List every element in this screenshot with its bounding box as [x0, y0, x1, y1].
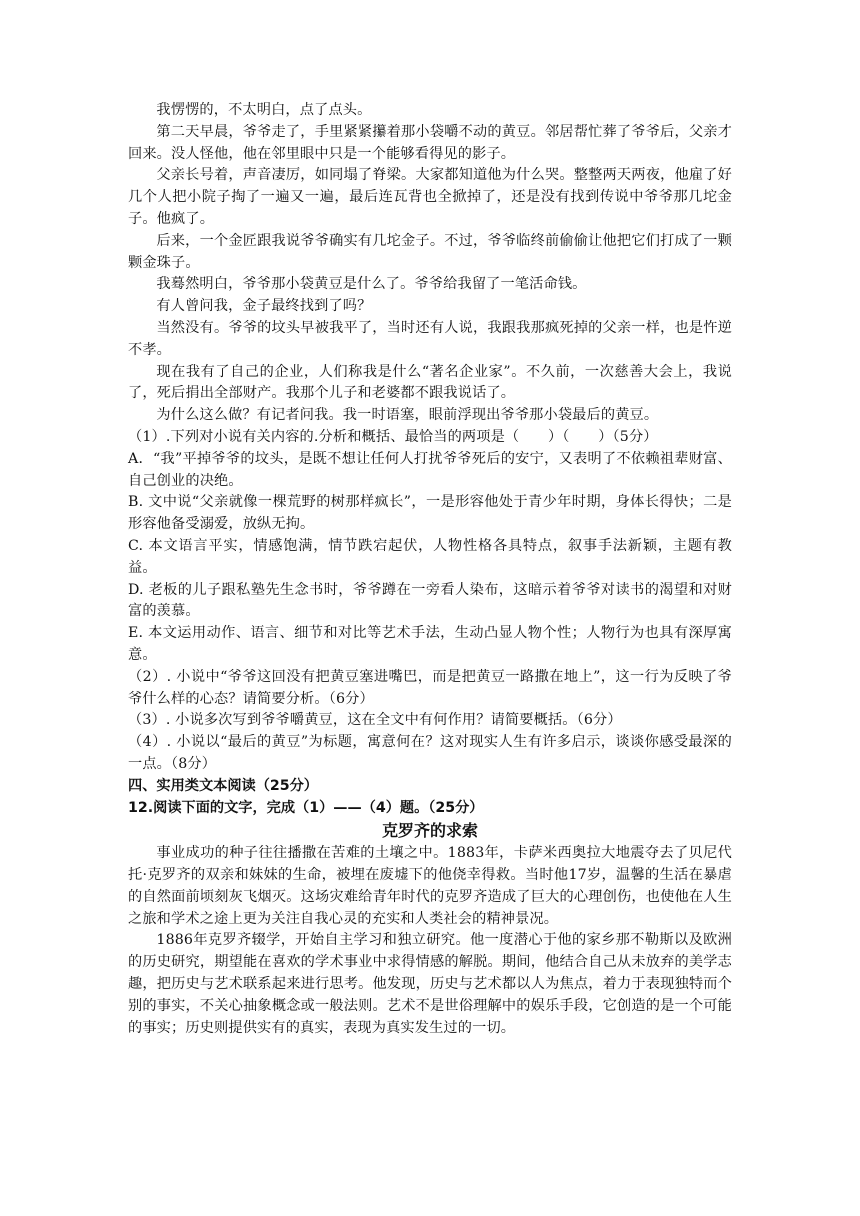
section-four [128, 776, 732, 1040]
article-paragraph: 事业成功的种子往往播撒在苦难的土壤之中。1883年，卡萨米西奥拉大地震夺去了贝尼代托·克罗齐的双亲和妹妹的生命，被埋在废墟下的他侥幸得救。当时他17岁，温馨的生活在暴虐的自然面前顷刻灰飞烟灭。这场灾难给青年时代的克罗齐造成了巨大的心理创伤，也使他在人生之旅和学术之途上更为关注自我心灵的充实和人类社会的精神景况。 [128, 845, 732, 927]
story-paragraph: 我蓦然明白，爷爷那小袋黄豆是什么了。爷爷给我留了一笔活命钱。 [156, 276, 587, 293]
question-1-option-a: A．“我”平掉爷爷的坟头，是既不想让任何人打扰爷爷死后的安宁，又表明了不依赖祖辈财富、自己创业的决绝。 [128, 450, 732, 489]
story-paragraph: 为什么这么做？有记者问我。我一时语塞，眼前浮现出爷爷那小袋最后的黄豆。 [156, 407, 659, 424]
story-paragraph: 有人曾问我，金子最终找到了吗？ [156, 298, 372, 315]
story-paragraph: 第二天早晨，爷爷走了，手里紧紧攥着那小袋嚼不动的黄豆。邻居帮忙葬了爷爷后，父亲才回来。没人怪他，他在邻里眼中只是一个能够看得见的影子。 [128, 123, 732, 162]
article-title: 克罗齐的求索 [381, 821, 478, 841]
question-3: （3）. 小说多次写到爷爷嚼黄豆，这在全文中有何作用？请简要概括。（6分） [128, 712, 622, 729]
question-2: （2）. 小说中“爷爷这回没有把黄豆塞进嘴巴，而是把黄豆一路撒在地上”，这一行为反映了爷爷什么样的心态？请简要分析。（6分） [128, 668, 732, 707]
section-heading: 四、实用类文本阅读（25分） [128, 777, 318, 794]
article-paragraph: 1886年克罗齐辍学，开始自主学习和独立研究。他一度潜心于他的家乡那不勒斯以及欧洲的历史研究，期望能在喜欢的学术事业中求得情感的解脱。期间，他结合自己从未放弃的美学志趣，把历史与艺术联系起来进行思考。他发现，历史与艺术都以人为焦点，着力于表现独特而个别的事实，不关心抽象概念或一般法则。艺术不是世俗理解中的娱乐手段，它创造的是一个可能的事实；历史则提供实有的真实，表现为真实发生过的一切。 [128, 932, 732, 1036]
story-paragraph: 父亲长号着，声音凄厉，如同塌了脊梁。大家都知道他为什么哭。整整两天两夜，他雇了好几个人把小院子掏了一遍又一遍，最后连瓦背也全掀掉了，还是没有找到传说中爷爷那几坨金子。他疯了。 [128, 167, 732, 227]
question-4: （4）. 小说以“最后的黄豆”为标题，寓意何在？这对现实人生有许多启示，谈谈你感受最深的一点。（8分） [128, 734, 732, 772]
question-1-stem: （1）.下列对小说有关内容的.分析和概括、最恰当的两项是（ ）（ ）（5分） [128, 428, 658, 445]
story-paragraph: 现在我有了自己的企业，人们称我是什么“著名企业家”。不久前，一次慈善大会上，我说了，死后捐出全部财产。我那个儿子和老婆都不跟我说话了。 [128, 363, 732, 402]
story-paragraph: 我愣愣的，不太明白，点了点头。 [156, 102, 372, 118]
story-excerpt [128, 100, 732, 427]
story-paragraph: 当然没有。爷爷的坟头早被我平了，当时还有人说，我跟我那疯死掉的父亲一样，也是忤逆不孝。 [128, 319, 732, 358]
question-1-option-d: D. 老板的儿子跟私塾先生念书时，爷爷蹲在一旁看人染布，这暗示着爷爷对读书的渴望和对财富的羡慕。 [128, 581, 732, 620]
question-1-option-b: B. 文中说“父亲就像一棵荒野的树那样疯长”，一是形容他处于青少年时期，身体长得快；二是形容他备受溺爱，放纵无拘。 [128, 494, 732, 533]
question-1-option-c: C. 本文语言平实，情感饱满，情节跌宕起伏，人物性格各具特点，叙事手法新颖，主题有教益。 [128, 537, 732, 576]
story-paragraph: 后来，一个金匠跟我说爷爷确实有几坨金子。不过，爷爷临终前偷偷让他把它们打成了一颗颗金珠子。 [128, 232, 732, 271]
section-instruction: 12.阅读下面的文字，完成（1）——（4）题。（25分） [128, 799, 484, 816]
question-1-option-e: E. 本文运用动作、语言、细节和对比等艺术手法，生动凸显人物个性；人物行为也具有深厚寓意。 [128, 625, 732, 663]
question-block [128, 427, 732, 776]
